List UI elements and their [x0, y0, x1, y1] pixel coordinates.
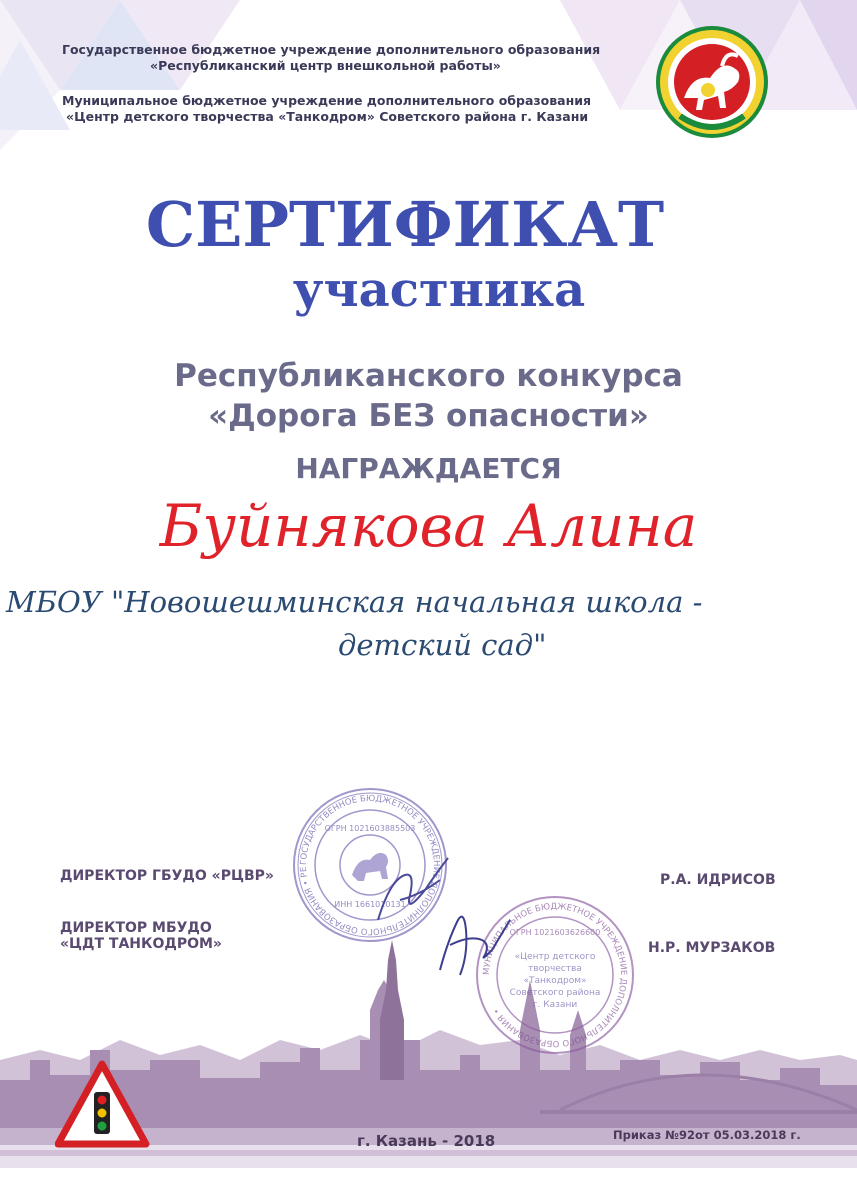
certificate-title: СЕРТИФИКАТ	[145, 188, 665, 261]
svg-text:ИНН 1661010131: ИНН 1661010131	[334, 900, 406, 909]
svg-text:МУНИЦИПАЛЬНОЕ БЮДЖЕТНОЕ УЧРЕЖД: МУНИЦИПАЛЬНОЕ БЮДЖЕТНОЕ УЧРЕЖДЕНИЕ ДОПОЛНИТЕЛЬНОГО ОБРАЗОВАНИЯ •	[481, 901, 629, 1049]
svg-text:творчества: творчества	[528, 964, 582, 974]
signature-2	[430, 900, 520, 980]
director2-name: Н.Р. МУРЗАКОВ	[648, 940, 776, 956]
svg-text:ГОСУДАРСТВЕННОЕ БЮДЖЕТНОЕ УЧРЕ: ГОСУДАРСТВЕННОЕ БЮДЖЕТНОЕ УЧРЕЖДЕНИЕ ДОПОЛНИТЕЛЬНОГО ОБРАЗОВАНИЯ • РЕ	[298, 793, 442, 937]
svg-text:г. Казани: г. Казани	[532, 1000, 578, 1010]
svg-text:«Танкодром»: «Танкодром»	[523, 976, 587, 986]
school-line1: МБОУ "Новошешминская начальная школа -	[6, 585, 703, 619]
contest-title-line2: «Дорога БЕЗ опасности»	[208, 398, 649, 434]
director2-label-line2: «ЦДТ ТАНКОДРОМ»	[60, 936, 222, 952]
svg-text:ОГРН 1021603885503: ОГРН 1021603885503	[324, 824, 416, 833]
traffic-light-sign-icon	[55, 1060, 150, 1148]
svg-text:ОГРН 1021603626600: ОГРН 1021603626600	[509, 928, 601, 937]
director1-name: Р.А. ИДРИСОВ	[660, 872, 776, 888]
header-org2-line1: Муниципальное бюджетное учреждение дополнительного образования	[62, 93, 592, 108]
awarded-label: НАГРАЖДАЕТСЯ	[295, 452, 562, 485]
svg-text:Советского района: Советского района	[509, 988, 601, 998]
director1-label: ДИРЕКТОР ГБУДО «РЦВР»	[60, 868, 274, 884]
header-org1-line2: «Республиканский центр внешкольной работы»	[150, 58, 501, 73]
svg-text:«Центр детского: «Центр детского	[514, 952, 596, 962]
winner-name: Буйнякова Алина	[159, 492, 698, 560]
contest-title-line1: Республиканского конкурса	[174, 358, 683, 394]
tatarstan-coat-of-arms-icon	[652, 20, 772, 145]
header-org2-line2: «Центр детского творчества «Танкодром» Советского района г. Казани	[66, 109, 589, 124]
director2-label-line1: ДИРЕКТОР МБУДО	[60, 920, 212, 936]
footer-city-year: г. Казань - 2018	[357, 1132, 496, 1150]
school-line2: детский сад"	[338, 628, 547, 662]
header-org1-line1: Государственное бюджетное учреждение дополнительного образования	[62, 42, 601, 57]
certificate-subtitle: участника	[292, 262, 586, 318]
footer-order: Приказ №92от 05.03.2018 г.	[613, 1128, 801, 1142]
